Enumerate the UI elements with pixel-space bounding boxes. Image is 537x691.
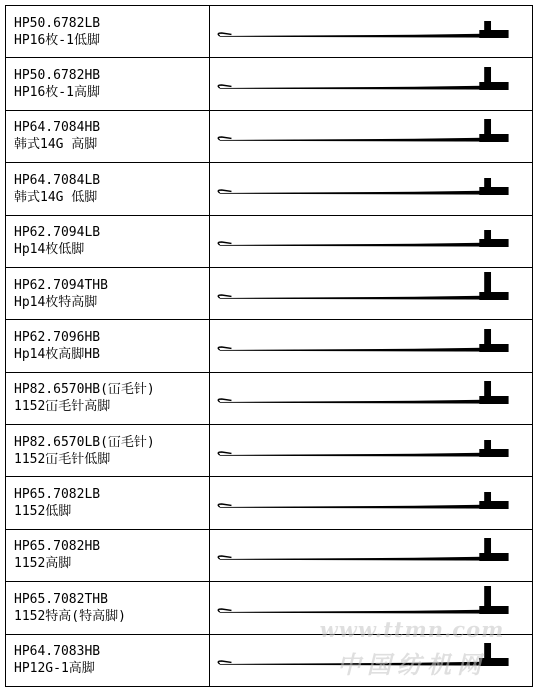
needle-model-code: HP50.6782LB xyxy=(14,15,101,31)
needle-description: 韩式14G 低脚 xyxy=(14,189,98,205)
needle-drawing xyxy=(210,321,532,371)
needle-hook xyxy=(218,242,231,245)
needle-shank xyxy=(220,190,508,194)
needle-description: 1152冚毛针高脚 xyxy=(14,399,111,415)
needle-description: Hp14枚特高脚 xyxy=(14,294,98,310)
needle-shank xyxy=(220,400,508,404)
needle-heel xyxy=(479,344,508,352)
needle-image-cell xyxy=(210,110,533,162)
needle-heel xyxy=(479,134,508,142)
needle-hook xyxy=(218,556,231,559)
needle-row xyxy=(6,110,533,162)
needle-hook xyxy=(218,137,231,140)
needle-drawing xyxy=(210,530,532,580)
needle-row xyxy=(6,634,533,687)
needle-model-code: HP82.6570HB(冚毛针) xyxy=(14,382,155,398)
needle-hook xyxy=(218,452,231,455)
needle-butt xyxy=(484,21,491,31)
needle-catalog-table xyxy=(5,5,533,687)
needle-drawing xyxy=(210,216,532,266)
needle-code-cell xyxy=(6,477,210,529)
needle-shank xyxy=(220,138,508,142)
needle-shank xyxy=(220,662,508,666)
needle-hook xyxy=(218,504,231,507)
needle-code-cell xyxy=(6,267,210,319)
needle-model-code: HP62.7094THB xyxy=(14,277,108,293)
needle-butt xyxy=(484,272,491,293)
needle-butt xyxy=(484,586,491,607)
needle-shank xyxy=(220,243,508,247)
needle-description: HP16枚-1低脚 xyxy=(14,32,100,48)
needle-heel xyxy=(479,501,508,509)
needle-image-cell xyxy=(210,58,533,110)
needle-code-cell xyxy=(6,163,210,215)
needle-heel xyxy=(479,553,508,561)
needle-code-cell xyxy=(6,582,210,634)
needle-butt xyxy=(484,381,491,397)
needle-row xyxy=(6,163,533,215)
watermark-url: www.ttmn.com xyxy=(319,617,505,642)
needle-image-cell xyxy=(210,582,533,634)
needle-code-cell xyxy=(6,320,210,372)
needle-drawing xyxy=(210,59,532,109)
needle-butt xyxy=(484,492,491,502)
needle-row xyxy=(6,529,533,581)
needle-image-cell xyxy=(210,215,533,267)
needle-model-code: HP65.7082HB xyxy=(14,539,101,555)
needle-description: 韩式14G 高脚 xyxy=(14,137,98,153)
needle-row xyxy=(6,320,533,372)
needle-hook xyxy=(218,85,231,88)
needle-hook xyxy=(218,399,231,402)
needle-shank xyxy=(220,347,508,351)
needle-code-cell xyxy=(6,110,210,162)
needle-heel xyxy=(479,239,508,247)
needle-row xyxy=(6,582,533,634)
needle-drawing xyxy=(210,478,532,528)
needle-description: 1152冚毛针低脚 xyxy=(14,451,111,467)
needle-heel xyxy=(479,606,508,614)
needle-description: 1152低脚 xyxy=(14,504,72,520)
needle-heel xyxy=(479,82,508,90)
needle-drawing xyxy=(210,7,532,57)
needle-drawing xyxy=(210,373,532,423)
needle-hook xyxy=(218,661,231,664)
needle-drawing xyxy=(210,164,532,214)
needle-butt xyxy=(484,119,491,135)
needle-code-cell xyxy=(6,6,210,58)
needle-heel xyxy=(479,292,508,300)
needle-shank xyxy=(220,557,508,561)
needle-hook xyxy=(218,190,231,193)
needle-heel xyxy=(479,396,508,404)
needle-model-code: HP64.7083HB xyxy=(14,644,101,660)
needle-butt xyxy=(484,67,491,83)
needle-hook xyxy=(218,295,231,298)
needle-model-code: HP82.6570LB(冚毛针) xyxy=(14,434,155,450)
needle-butt xyxy=(484,538,491,554)
needle-row xyxy=(6,215,533,267)
needle-drawing xyxy=(210,635,532,685)
needle-butt xyxy=(484,329,491,345)
needle-model-code: HP65.7082THB xyxy=(14,591,108,607)
needle-hook xyxy=(218,33,231,36)
needle-hook xyxy=(218,347,231,350)
needle-model-code: HP64.7084LB xyxy=(14,172,101,188)
needle-image-cell xyxy=(210,477,533,529)
needle-shank xyxy=(220,504,508,508)
needle-row xyxy=(6,372,533,424)
needle-image-cell xyxy=(210,6,533,58)
needle-description: 1152特高(特高脚) xyxy=(14,608,126,624)
needle-shank xyxy=(220,609,508,613)
needle-drawing xyxy=(210,426,532,476)
needle-description: HP16枚-1高脚 xyxy=(14,85,100,101)
needle-row xyxy=(6,267,533,319)
needle-model-code: HP62.7094LB xyxy=(14,225,101,241)
needle-heel xyxy=(479,449,508,457)
needle-butt xyxy=(484,643,491,659)
needle-row xyxy=(6,6,533,58)
needle-row xyxy=(6,425,533,477)
needle-drawing xyxy=(210,269,532,319)
needle-code-cell xyxy=(6,425,210,477)
needle-model-code: HP50.6782HB xyxy=(14,68,101,84)
needle-heel xyxy=(479,30,508,38)
needle-shank xyxy=(220,295,508,299)
needle-butt xyxy=(484,230,491,240)
needle-code-cell xyxy=(6,634,210,687)
needle-butt xyxy=(484,178,491,188)
needle-row xyxy=(6,477,533,529)
needle-heel xyxy=(479,658,508,666)
watermark-site-name: 中国纺机网 xyxy=(337,650,487,679)
needle-drawing xyxy=(210,111,532,161)
needle-image-cell xyxy=(210,425,533,477)
needle-shank xyxy=(220,85,508,89)
needle-butt xyxy=(484,440,491,450)
needle-code-cell xyxy=(6,529,210,581)
needle-code-cell xyxy=(6,58,210,110)
needle-shank xyxy=(220,452,508,456)
needle-image-cell xyxy=(210,372,533,424)
needle-hook xyxy=(218,609,231,612)
needle-image-cell xyxy=(210,163,533,215)
needle-description: Hp14枚高脚HB xyxy=(14,346,100,362)
needle-drawing xyxy=(210,583,532,633)
needle-description: 1152高脚 xyxy=(14,556,72,572)
needle-description: HP12G-1高脚 xyxy=(14,661,95,677)
needle-model-code: HP65.7082LB xyxy=(14,487,101,503)
needle-image-cell xyxy=(210,267,533,319)
needle-image-cell xyxy=(210,320,533,372)
needle-shank xyxy=(220,33,508,37)
needle-code-cell xyxy=(6,372,210,424)
needle-code-cell xyxy=(6,215,210,267)
needle-model-code: HP64.7084HB xyxy=(14,120,101,136)
needle-row xyxy=(6,58,533,110)
needle-image-cell xyxy=(210,529,533,581)
needle-image-cell xyxy=(210,634,533,687)
needle-model-code: HP62.7096HB xyxy=(14,329,101,345)
needle-heel xyxy=(479,187,508,195)
needle-description: Hp14枚低脚 xyxy=(14,242,85,258)
